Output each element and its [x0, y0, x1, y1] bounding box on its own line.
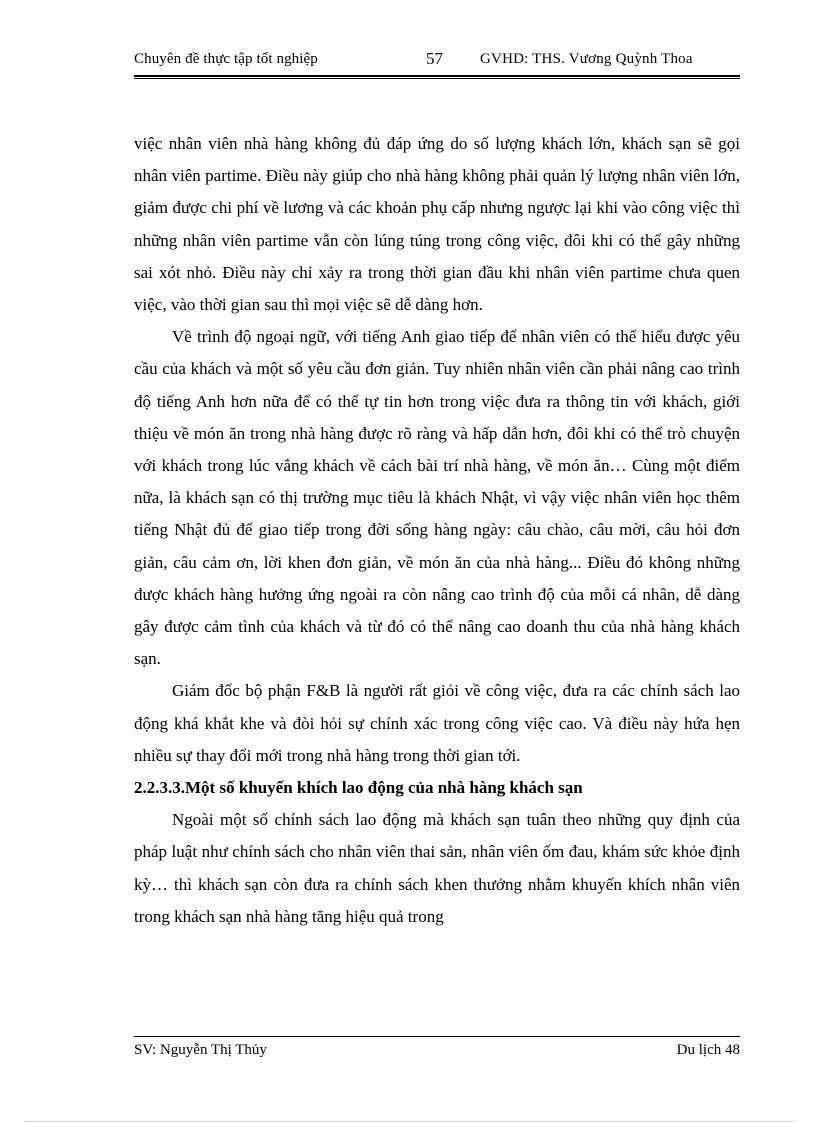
- header-supervisor: GVHD: THS. Vương Quỳnh Thoa: [480, 51, 693, 67]
- page-footer: [134, 1040, 740, 1064]
- header-divider: [134, 75, 740, 77]
- page-bottom-border: [24, 1121, 794, 1122]
- paragraph-2: Về trình độ ngoại ngữ, với tiếng Anh giao tiếp để nhân viên có thể hiểu được yêu cầu của khách và một số yêu cầu đơn giản. Tuy nhiên nhân viên cần phải nâng cao trình độ tiếng Anh hơn nữa để có thể tự tin hơn trong việc đưa ra thông tin với khách, giới thiệu về món ăn trong nhà hàng được rõ ràng và hấp dẫn hơn, đôi khi có thể trò chuyện với khách trong lúc vắng khách về cách bài trí nhà hàng, về món ăn… Cùng một điểm nữa, là khách sạn có thị trường mục tiêu là khách Nhật, vì vậy việc nhân viên học thêm tiếng Nhật đủ để giao tiếp trong đời sống hàng ngày: câu chào, câu mời, câu hỏi đơn giản, câu cảm ơn, lời khen đơn giản, về món ăn của nhà hàng... Điều đó không những được khách hàng hưởng ứng ngoài ra còn nâng cao trình độ của mỗi cá nhân, dễ dàng gây được cảm tình của khách và từ đó có thể nâng cao doanh thu của nhà hàng khách sạn.: [134, 327, 740, 669]
- paragraph-4: Ngoài một số chính sách lao động mà khách sạn tuân theo những quy định của pháp luật như chính sách cho nhân viên thai sản, nhân viên ốm đau, khám sức khỏe định kỳ… thì khách sạn còn đưa ra chính sách khen thưởng nhằm khuyến khích nhân viên trong khách sạn nhà hàng tăng hiệu quả trong: [134, 810, 740, 926]
- header-page-number: 57: [426, 49, 443, 68]
- section-heading: 2.2.3.3.Một số khuyến khích lao động của nhà hàng khách sạn: [134, 778, 583, 798]
- paragraph-1: việc nhân viên nhà hàng không đủ đáp ứng do số lượng khách lớn, khách sạn sẽ gọi nhân viên partime. Điều này giúp cho nhà hàng không phải quản lý lượng nhân viên lớn, giảm được chi phí về lương và các khoản phụ cấp nhưng ngược lại khi vào công việc thì những nhân viên partime vẫn còn lúng túng trong công việc, đôi khi có thể gây những sai xót nhỏ. Điều này chỉ xảy ra trong thời gian đầu khi nhân viên partime chưa quen việc, vào thời gian sau thì mọi việc sẽ dễ dàng hơn.: [134, 134, 740, 315]
- header-divider-thin: [134, 78, 740, 79]
- footer-class: Du lịch 48: [676, 1042, 740, 1058]
- footer-student-name: SV: Nguyễn Thị Thủy: [134, 1042, 267, 1058]
- page-header: [134, 46, 740, 76]
- footer-divider: [134, 1036, 740, 1037]
- header-report-title: Chuyên đề thực tập tốt nghiệp: [134, 51, 318, 67]
- paragraph-3: Giám đốc bộ phận F&B là người rất giỏi về công việc, đưa ra các chính sách lao động khá khắt khe và đòi hỏi sự chính xác trong công việc cao. Và điều này hứa hẹn nhiều sự thay đổi mới trong nhà hàng trong thời gian tới.: [134, 681, 740, 765]
- page-body: [134, 128, 740, 933]
